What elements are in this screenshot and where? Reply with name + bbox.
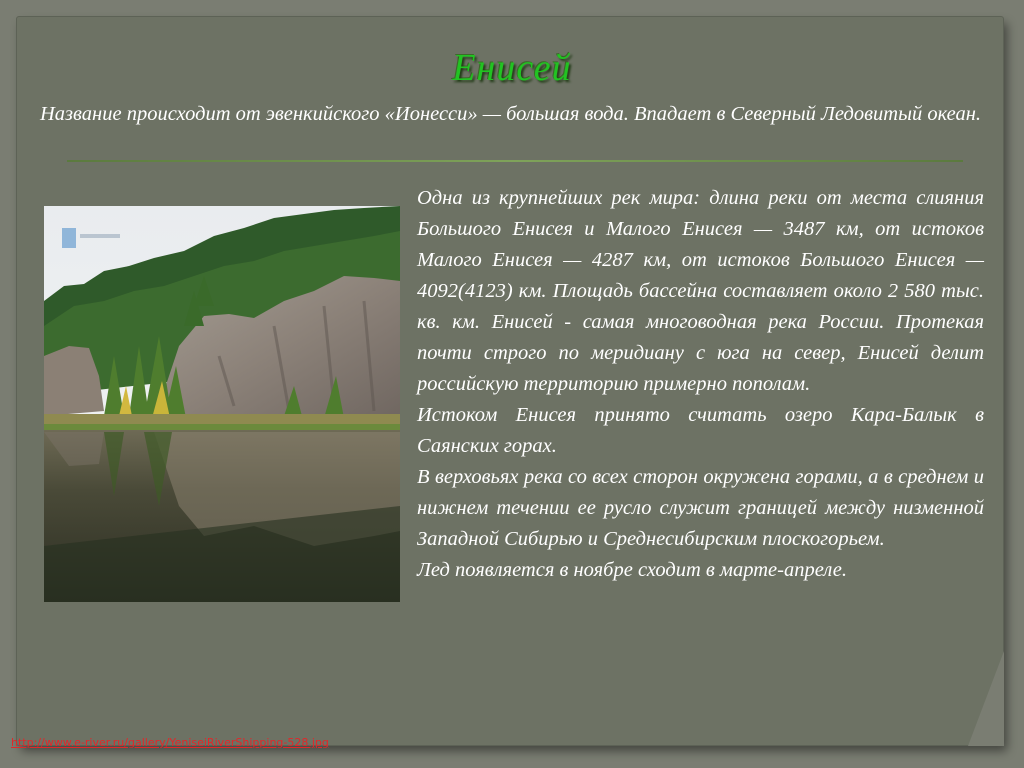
intro-text: Название происходит от эвенкийского «Ионесси» — большая вода. Впадает в Северный Ледовитый океан. bbox=[40, 103, 982, 125]
divider-line bbox=[67, 160, 963, 162]
slide-title: Енисей bbox=[452, 47, 572, 89]
river-cliff-photo bbox=[44, 206, 400, 602]
paragraph-length: Одна из крупнейших рек мира: длина реки от места слияния Большого Енисея и Малого Енисея — 3487 км, от истоков Малого Енисея — 4287 км, от истоков Большого Енисея — 4092(4123) км. Площадь бассейна составляет около 2 580 тыс. кв. км. Енисей - самая многоводная река России. Протекая почти строго по меридиану с юга на север, Енисей делит российскую территорию примерно пополам. bbox=[417, 187, 984, 395]
paragraph-upper-course: В верховьях река со всех сторон окружена горами, а в среднем и нижнем течении ее русло служит границей между низменной Западной Сибирью и Среднесибирским плоскогорьем. bbox=[417, 466, 984, 550]
paragraph-source: Истоком Енисея принято считать озеро Кара-Балык в Саянских горах. bbox=[417, 404, 984, 457]
body-text bbox=[417, 183, 984, 586]
paragraph-ice: Лед появляется в ноябре сходит в марте-апреле. bbox=[417, 559, 847, 581]
source-link[interactable]: http://www.e-river.ru/gallery/YeniseiRiverShipping-528.jpg bbox=[11, 736, 329, 749]
